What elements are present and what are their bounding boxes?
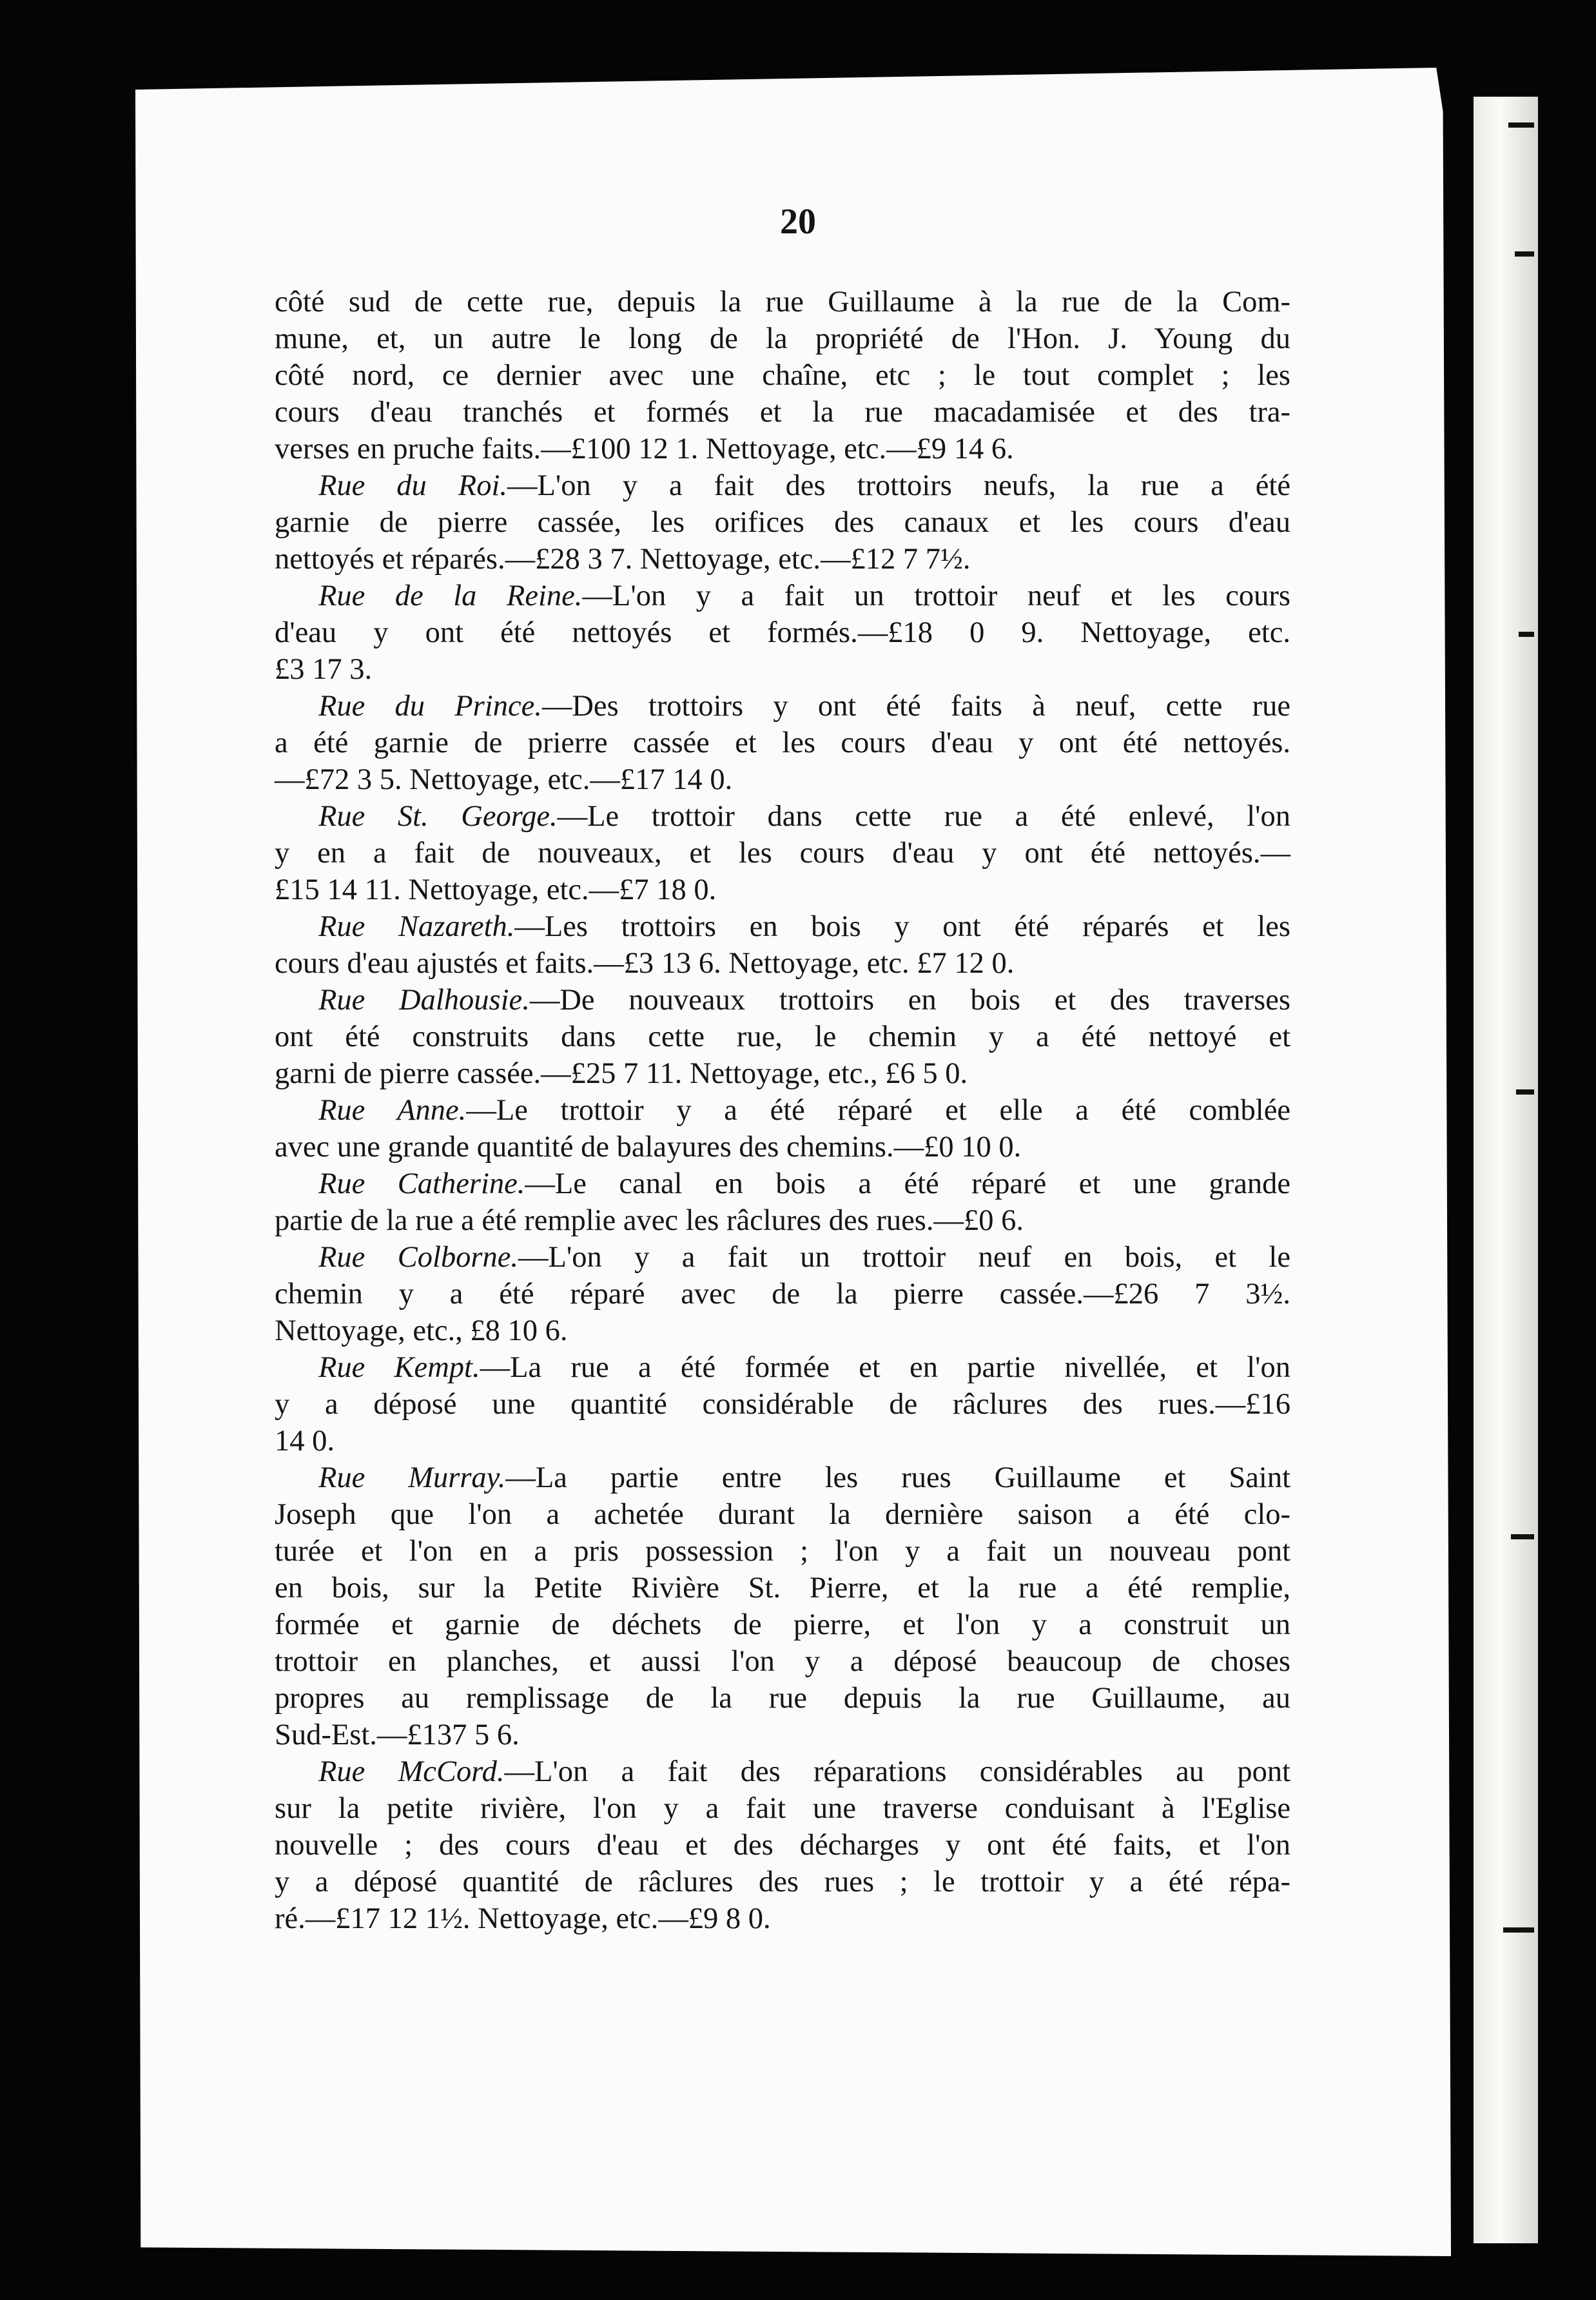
street-name: Rue du Roi. — [318, 469, 507, 502]
text-line — [275, 835, 1290, 872]
street-name: Rue du Prince. — [318, 690, 542, 723]
line-text: —De nouveaux trottoirs en bois et des traverses — [529, 984, 1290, 1017]
street-name: Rue Catherine. — [318, 1167, 525, 1200]
text-line — [275, 357, 1290, 394]
line-text: avec une grande quantité de balayures des chemins.—£0 10 0. — [275, 1131, 1022, 1164]
text-line — [275, 1018, 1290, 1055]
text-line — [275, 1643, 1290, 1680]
text-line — [275, 1092, 1290, 1129]
text-line — [275, 651, 1290, 688]
line-text: chemin y a été réparé avec de la pierre cassée.—£26 7 3½. — [275, 1278, 1290, 1311]
street-name: Rue Colborne. — [318, 1241, 518, 1274]
paragraph — [275, 1459, 1290, 1753]
text-line — [275, 1459, 1290, 1496]
line-text: verses en pruche faits.—£100 12 1. Nettoyage, etc.—£9 14 6. — [275, 433, 1014, 465]
text-line — [275, 541, 1290, 578]
text-line — [275, 725, 1290, 761]
text-line — [275, 1717, 1290, 1753]
paragraph — [275, 798, 1290, 908]
line-text: ré.—£17 12 1½. Nettoyage, etc.—£9 8 0. — [275, 1902, 771, 1935]
street-name: Rue Anne. — [318, 1094, 467, 1127]
text-line — [275, 908, 1290, 945]
text-line — [275, 761, 1290, 798]
line-text: —La rue a été formée et en partie nivellée, et l'on — [480, 1351, 1290, 1384]
text-line — [275, 1606, 1290, 1643]
line-text: d'eau y ont été nettoyés et formés.—£18 0 9. Nettoyage, etc. — [275, 616, 1290, 649]
line-text: —£72 3 5. Nettoyage, etc.—£17 14 0. — [275, 763, 733, 796]
text-line — [275, 1423, 1290, 1459]
text-line — [275, 1386, 1290, 1423]
paragraph — [275, 1239, 1290, 1349]
text-line — [275, 688, 1290, 725]
text-line — [275, 1165, 1290, 1202]
line-text: cours d'eau tranchés et formés et la rue macadamisée et des tra- — [275, 396, 1290, 429]
text-line — [275, 614, 1290, 651]
line-text: nettoyés et réparés.—£28 3 7. Nettoyage, etc.—£12 7 7½. — [275, 543, 971, 576]
street-name: Rue Dalhousie. — [318, 984, 530, 1017]
line-text: en bois, sur la Petite Rivière St. Pierre, et la rue a été remplie, — [275, 1572, 1290, 1604]
line-text: a été garnie de prierre cassée et les cours d'eau y ont été nettoyés. — [275, 726, 1290, 759]
line-text: —L'on y a fait un trottoir neuf en bois, et le — [518, 1241, 1290, 1274]
text-line — [275, 1570, 1290, 1606]
paragraph — [275, 1753, 1290, 1937]
street-name: Rue Murray. — [318, 1461, 506, 1494]
text-line — [275, 284, 1290, 320]
line-text: turée et l'on en a pris possession ; l'on y a fait un nouveau pont — [275, 1535, 1290, 1568]
text-line — [275, 1753, 1290, 1790]
line-text: y a déposé une quantité considérable de râclures des rues.—£16 — [275, 1388, 1290, 1421]
text-line — [275, 467, 1290, 504]
paragraph — [275, 284, 1290, 467]
text-line — [275, 1864, 1290, 1900]
line-text: —L'on y a fait des trottoirs neufs, la rue a été — [507, 469, 1290, 502]
line-text: mune, et, un autre le long de la propriété de l'Hon. J. Young du — [275, 322, 1290, 355]
street-name: Rue St. George. — [318, 800, 558, 833]
line-text: Sud-Est.—£137 5 6. — [275, 1719, 520, 1751]
street-name: Rue de la Reine. — [318, 580, 583, 612]
body-text — [275, 284, 1290, 1937]
text-line — [275, 982, 1290, 1018]
text-line — [275, 504, 1290, 541]
line-text: —Des trottoirs y ont été faits à neuf, cette rue — [541, 690, 1290, 723]
paragraph — [275, 1092, 1290, 1165]
line-text: propres au remplissage de la rue depuis la rue Guillaume, au — [275, 1682, 1290, 1715]
line-text: —Le trottoir dans cette rue a été enlevé, l'on — [557, 800, 1290, 833]
line-text: —Le canal en bois a été réparé et une grande — [525, 1167, 1290, 1200]
text-line — [275, 1239, 1290, 1276]
line-text: sur la petite rivière, l'on y a fait une traverse conduisant à l'Eglise — [275, 1792, 1290, 1825]
edge-marks — [1474, 97, 1538, 2243]
text-line — [275, 431, 1290, 467]
text-line — [275, 394, 1290, 431]
text-line — [275, 1533, 1290, 1570]
line-text: côté nord, ce dernier avec une chaîne, etc ; le tout complet ; les — [275, 359, 1290, 392]
text-line — [275, 872, 1290, 908]
text-line — [275, 1496, 1290, 1533]
line-text: formée et garnie de déchets de pierre, et l'on y a construit un — [275, 1608, 1290, 1641]
paragraph — [275, 688, 1290, 798]
line-text: y a déposé quantité de râclures des rues ; le trottoir y a été répa- — [275, 1866, 1290, 1898]
line-text: —L'on y a fait un trottoir neuf et les cours — [582, 580, 1291, 612]
street-name: Rue McCord. — [318, 1755, 505, 1788]
text-line — [275, 1129, 1290, 1165]
text-line — [275, 1312, 1290, 1349]
text-line — [275, 1349, 1290, 1386]
text-line — [275, 1790, 1290, 1827]
line-text: —Le trottoir y a été réparé et elle a été comblée — [466, 1094, 1291, 1127]
street-name: Rue Kempt. — [318, 1351, 480, 1384]
text-line — [275, 1055, 1290, 1092]
line-text: —La partie entre les rues Guillaume et Saint — [505, 1461, 1290, 1494]
line-text: y en a fait de nouveaux, et les cours d'eau y ont été nettoyés.— — [275, 837, 1290, 870]
paragraph — [275, 982, 1290, 1092]
text-line — [275, 1827, 1290, 1864]
line-text: —L'on a fait des réparations considérables au pont — [504, 1755, 1290, 1788]
text-line — [275, 1900, 1290, 1937]
line-text: Nettoyage, etc., £8 10 6. — [275, 1314, 568, 1347]
line-text: £15 14 11. Nettoyage, etc.—£7 18 0. — [275, 873, 717, 906]
line-text: 14 0. — [275, 1425, 335, 1457]
line-text: garnie de pierre cassée, les orifices des canaux et les cours d'eau — [275, 506, 1290, 539]
line-text: £3 17 3. — [275, 653, 373, 686]
paragraph — [275, 1165, 1290, 1239]
text-line — [275, 945, 1290, 982]
paragraph — [275, 908, 1290, 982]
text-line — [275, 578, 1290, 614]
line-text: garni de pierre cassée.—£25 7 11. Nettoyage, etc., £6 5 0. — [275, 1057, 968, 1090]
line-text: trottoir en planches, et aussi l'on y a déposé beaucoup de choses — [275, 1645, 1290, 1678]
paragraph — [275, 578, 1290, 688]
page-edge — [1474, 97, 1538, 2243]
line-text: Joseph que l'on a achetée durant la dernière saison a été clo- — [275, 1498, 1290, 1531]
line-text: cours d'eau ajustés et faits.—£3 13 6. Nettoyage, etc. £7 12 0. — [275, 947, 1015, 980]
page-number: 20 — [780, 202, 816, 242]
line-text: nouvelle ; des cours d'eau et des décharges y ont été faits, et l'on — [275, 1829, 1290, 1862]
line-text: côté sud de cette rue, depuis la rue Guillaume à la rue de la Com- — [275, 286, 1290, 318]
line-text: partie de la rue a été remplie avec les râclures des rues.—£0 6. — [275, 1204, 1024, 1237]
paragraph — [275, 467, 1290, 578]
paragraph — [275, 1349, 1290, 1459]
text-line — [275, 1680, 1290, 1717]
line-text: —Les trottoirs en bois y ont été réparés et les — [514, 910, 1290, 943]
text-line — [275, 798, 1290, 835]
street-name: Rue Nazareth. — [318, 910, 515, 943]
text-line — [275, 320, 1290, 357]
text-line — [275, 1276, 1290, 1312]
line-text: ont été construits dans cette rue, le chemin y a été nettoyé et — [275, 1020, 1290, 1053]
text-line — [275, 1202, 1290, 1239]
